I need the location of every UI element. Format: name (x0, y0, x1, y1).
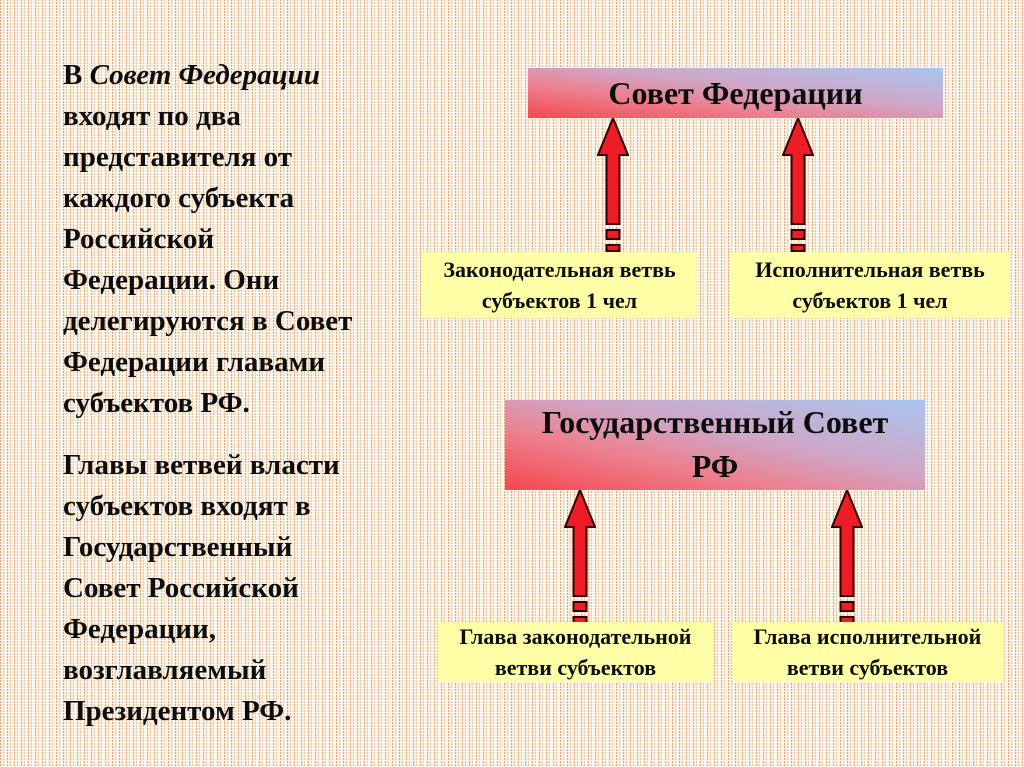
federation-council-label: Совет Федерации (608, 75, 863, 111)
text-run-italic: Совет Федерации (89, 59, 320, 91)
text-line: субъектов входят в (63, 490, 311, 522)
federation-council-box (528, 68, 943, 118)
up-arrow-icon (831, 489, 863, 625)
label-line: ветви субъектов (494, 655, 657, 680)
executive-head-label (732, 622, 1003, 682)
up-arrow-icon (564, 489, 596, 625)
text-line: каждого субъекта (63, 182, 295, 214)
label-line: Глава законодательной (459, 624, 692, 649)
legislative-head-label (438, 622, 713, 682)
text-line: представителя от (63, 141, 293, 173)
label-line: Глава исполнительной (753, 624, 982, 649)
text-line: делегируются в Совет (63, 305, 353, 337)
text-line: Совет Российской (63, 572, 299, 604)
paragraph-2 (63, 445, 419, 732)
text-line: Федерации. Они (63, 264, 280, 296)
label-line: Законодательная ветвь (443, 257, 676, 282)
up-arrow-icon (597, 117, 629, 253)
text-line: Главы ветвей власти (63, 449, 340, 481)
paragraph-1 (63, 55, 419, 424)
label-line: ветви субъектов (786, 655, 949, 680)
label-line: субъектов 1 чел (481, 288, 638, 313)
text-line: Российской (63, 223, 215, 255)
state-council-line: Государственный Совет (541, 404, 889, 440)
text-line: Федерации главами (63, 346, 326, 378)
body-text (63, 55, 419, 732)
text-line: Государственный (63, 531, 293, 563)
state-council-box (505, 400, 925, 490)
text-line: субъектов РФ. (63, 387, 250, 419)
text-line: возглавляемый (63, 654, 267, 686)
text-line: Федерации, (63, 613, 216, 645)
legislative-branch-label (421, 252, 698, 318)
text-line: входят по два (63, 100, 241, 132)
text-line: Президентом РФ. (63, 695, 292, 727)
label-line: Исполнительная ветвь (755, 257, 985, 282)
state-council-line: РФ (691, 448, 739, 484)
text-line (63, 59, 320, 91)
label-line: субъектов 1 чел (792, 288, 948, 313)
executive-branch-label (730, 252, 1010, 318)
text-run: В (63, 59, 90, 91)
up-arrow-icon (782, 117, 814, 253)
